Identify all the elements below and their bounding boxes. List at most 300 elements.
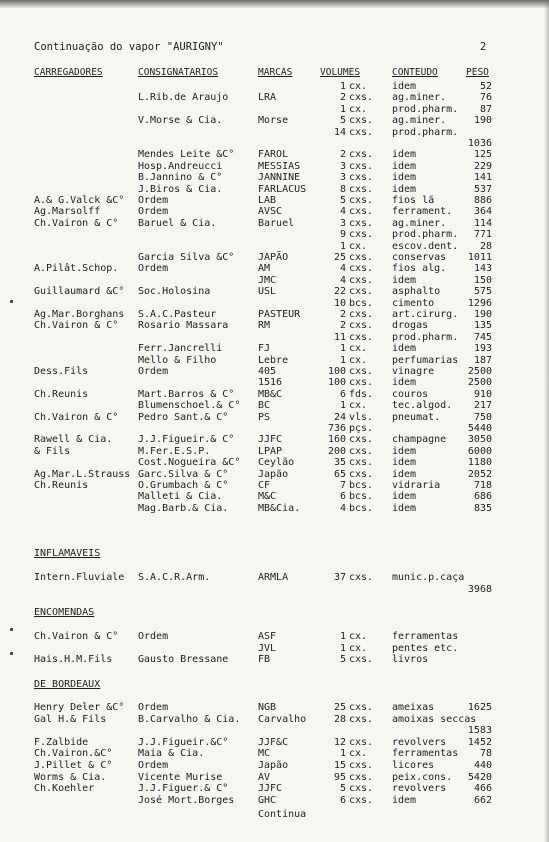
cell-carregador: Ch.Reunis xyxy=(34,480,89,491)
cell-conteudo: idem xyxy=(392,172,417,184)
table-row xyxy=(0,401,549,411)
cell-volume-tipo: bcs. xyxy=(349,491,374,503)
cell-carregador: Ch.Reunis xyxy=(34,388,89,400)
cell-quantidade: 4 xyxy=(339,206,346,218)
cell-consignatario: Ferr.Jancrelli xyxy=(138,343,223,355)
cell-carregador: Worms & Cia. xyxy=(34,771,107,783)
cell-peso: 2052 xyxy=(467,468,492,480)
table-row xyxy=(0,504,549,514)
cell-consignatario: Rosario Massara xyxy=(138,320,229,332)
cell-carregador: Ch.Vairon & C° xyxy=(34,411,119,423)
cell-marca: 405 xyxy=(258,366,277,377)
cell-volume-tipo: cxs. xyxy=(349,172,374,184)
cell-conteudo: amoixas seccas xyxy=(392,713,477,725)
cell-peso: 190 xyxy=(473,309,492,320)
cell-volume-tipo: cxs. xyxy=(349,274,374,286)
cell-quantidade: 2 xyxy=(339,92,346,104)
cell-marca: AM xyxy=(258,263,271,275)
table-row xyxy=(0,367,549,377)
cell-conteudo: ag.miner. xyxy=(392,115,447,127)
cell-conteudo: idem xyxy=(392,81,417,92)
cell-quantidade: 95 xyxy=(333,771,346,783)
cell-peso: 78 xyxy=(479,748,492,760)
table-row xyxy=(0,185,549,195)
cell-quantidade: 3 xyxy=(339,217,346,229)
cell-volume-tipo: cxs. xyxy=(349,263,374,275)
cell-peso: 229 xyxy=(473,160,492,172)
cell-marca: GHC xyxy=(258,794,277,806)
cell-quantidade: 25 xyxy=(333,252,346,263)
cell-consignatario: Ordem xyxy=(138,631,169,642)
cell-peso: 28 xyxy=(479,240,492,252)
cell-carregador: Rawell & Cia. xyxy=(34,434,113,446)
cell-quantidade: 5 xyxy=(339,654,346,665)
cell-volume-tipo: fds. xyxy=(349,388,374,400)
cell-conteudo: perfumarias xyxy=(392,354,459,366)
cell-marca: MB&Cia. xyxy=(258,502,301,514)
cell-quantidade: 1 xyxy=(339,400,346,412)
cell-volume-tipo: bcs. xyxy=(349,297,374,309)
cell-quantidade: 9 xyxy=(339,229,346,241)
cell-volume-tipo: cxs. xyxy=(349,572,374,583)
column-header-marcas: MARCAS xyxy=(258,67,293,78)
cell-volume-tipo: cxs. xyxy=(349,206,374,218)
cell-quantidade: 736 xyxy=(327,423,346,434)
cell-marca: AVSC xyxy=(258,206,283,218)
table-row xyxy=(0,773,549,783)
cell-consignatario: Ordem xyxy=(138,366,169,377)
cell-marca: FB xyxy=(258,654,271,665)
cell-peso: 6000 xyxy=(467,445,492,457)
table-row xyxy=(0,726,549,736)
cell-consignatario: Ordem xyxy=(138,206,169,218)
cell-carregador: & Fils xyxy=(34,445,71,457)
column-header-consignatarios: CONSIGNATARIOS xyxy=(138,67,219,78)
cell-volume-tipo: cxs. xyxy=(349,457,374,469)
cell-peso: 575 xyxy=(473,286,492,298)
table-row xyxy=(0,573,549,583)
cell-conteudo: ferramentas xyxy=(392,631,459,642)
cell-quantidade: 6 xyxy=(339,794,346,806)
footer-row xyxy=(0,810,549,820)
table-row xyxy=(0,585,549,595)
cell-conteudo: peix.cons. xyxy=(392,771,453,783)
cell-conteudo: idem xyxy=(392,377,417,389)
cell-consignatario: V.Morse & Cia. xyxy=(138,115,223,127)
page-number: 2 xyxy=(480,41,487,53)
cell-conteudo: idem xyxy=(392,502,417,514)
cell-peso: 76 xyxy=(479,92,492,104)
cell-consignatario: B.Carvalho & Cia. xyxy=(138,713,241,725)
cell-peso: 440 xyxy=(473,760,492,771)
cell-conteudo: idem xyxy=(392,274,417,286)
table-row xyxy=(0,173,549,183)
cell-conteudo: idem xyxy=(392,183,417,195)
cell-conteudo: champagne xyxy=(392,434,447,446)
cell-marca: ARMLA xyxy=(258,572,289,583)
cell-carregador: A.& G.Valck &C° xyxy=(34,195,125,206)
cell-consignatario: Blumenschoel.& C° xyxy=(138,400,241,412)
cell-volume-tipo: cxs. xyxy=(349,320,374,332)
cell-carregador: A.Pilât.Schop. xyxy=(34,263,119,275)
cell-quantidade: 1 xyxy=(339,631,346,642)
cell-volume-tipo: cxs. xyxy=(349,468,374,480)
cell-marca: FARLACUS xyxy=(258,183,307,195)
cell-conteudo: ag.miner. xyxy=(392,217,447,229)
cell-quantidade: 22 xyxy=(333,286,346,298)
cell-quantidade: 5 xyxy=(339,195,346,206)
table-row xyxy=(0,162,549,172)
cell-peso: 1452 xyxy=(467,736,492,748)
cell-marca: ASF xyxy=(258,631,277,642)
cell-conteudo: idem xyxy=(392,468,417,480)
table-row xyxy=(0,644,549,654)
cell-marca: AV xyxy=(258,771,271,783)
cell-conteudo: escov.dent. xyxy=(392,240,459,252)
cell-volume-tipo: cx. xyxy=(349,240,368,252)
cell-conteudo: ameixas xyxy=(392,702,435,713)
cell-marca: MESSIAS xyxy=(258,160,301,172)
cell-conteudo: couros xyxy=(392,388,429,400)
cell-marca: NGB xyxy=(258,702,277,713)
table-row xyxy=(0,458,549,468)
cell-volume-tipo: cxs. xyxy=(349,366,374,377)
cell-peso: 141 xyxy=(473,172,492,184)
column-header-peso: PESO xyxy=(466,67,489,78)
cell-quantidade: 12 xyxy=(333,736,346,748)
cell-peso: 5420 xyxy=(467,771,492,783)
cell-peso: 150 xyxy=(473,274,492,286)
cell-quantidade: 3 xyxy=(339,172,346,184)
cell-consignatario: L.Rib.de Araujo xyxy=(138,92,229,104)
cell-peso: 143 xyxy=(473,263,492,275)
table-row xyxy=(0,276,549,286)
cell-consignatario: Malleti & Cia. xyxy=(138,491,223,503)
cell-consignatario: Gausto Bressane xyxy=(138,654,229,665)
cell-consignatario: S.A.C.Pasteur xyxy=(138,309,217,320)
cell-carregador: J.Pillet & C° xyxy=(34,760,113,771)
binding-mark xyxy=(10,300,13,303)
cell-volume-tipo: cxs. xyxy=(349,377,374,389)
cell-peso: 87 xyxy=(479,103,492,115)
cell-peso: 750 xyxy=(473,411,492,423)
cell-conteudo: livros xyxy=(392,654,429,665)
table-row xyxy=(0,481,549,491)
cell-quantidade: 6 xyxy=(339,491,346,503)
cell-marca: RM xyxy=(258,320,271,332)
table-row xyxy=(0,299,549,309)
table-row xyxy=(0,242,549,252)
table-row xyxy=(0,321,549,331)
table-row xyxy=(0,447,549,457)
cell-quantidade: 4 xyxy=(339,263,346,275)
cell-consignatario: Ordem xyxy=(138,195,169,206)
cell-carregador: Ag.Marsolff xyxy=(34,206,101,218)
cell-consignatario: Mello & Filho xyxy=(138,354,217,366)
cell-peso: 5440 xyxy=(467,423,492,434)
cell-volume-tipo: cx. xyxy=(349,81,368,92)
cell-carregador: Ch.Vairon & C° xyxy=(34,320,119,332)
cell-volume-tipo: cx. xyxy=(349,748,368,760)
table-row xyxy=(0,230,549,240)
cell-peso: 1180 xyxy=(467,457,492,469)
cell-consignatario: B.Jannino & C° xyxy=(138,172,223,184)
cell-peso: 135 xyxy=(473,320,492,332)
cell-conteudo: idem xyxy=(392,343,417,355)
cell-marca: JAPÃO xyxy=(258,252,289,263)
cell-carregador: Henry Deler &C° xyxy=(34,702,125,713)
cell-consignatario: Ordem xyxy=(138,263,169,275)
cell-carregador: Intern.Fluviale xyxy=(34,572,125,583)
cell-consignatario: José Mort.Borges xyxy=(138,794,235,806)
cell-quantidade: 1 xyxy=(339,103,346,115)
cell-consignatario: Ordem xyxy=(138,702,169,713)
cell-volume-tipo: cxs. xyxy=(349,149,374,161)
cell-consignatario: J.J.Figueir.& C° xyxy=(138,434,235,446)
cell-peso: 745 xyxy=(473,331,492,343)
cell-consignatario: Mag.Barb.& Cia. xyxy=(138,502,229,514)
cell-peso: 193 xyxy=(473,343,492,355)
cell-peso: 52 xyxy=(479,81,492,92)
cell-quantidade: 37 xyxy=(333,572,346,583)
table-row xyxy=(0,738,549,748)
table-row xyxy=(0,93,549,103)
cell-peso: 771 xyxy=(473,229,492,241)
cell-marca: USL xyxy=(258,286,277,298)
cell-peso: 364 xyxy=(473,206,492,218)
cell-volume-tipo: bcs. xyxy=(349,502,374,514)
cell-conteudo: conservas xyxy=(392,252,447,263)
cell-quantidade: 2 xyxy=(339,149,346,161)
scan-edge-top xyxy=(0,0,549,8)
cell-quantidade: 24 xyxy=(333,411,346,423)
table-row xyxy=(0,655,549,665)
cell-marca: 1516 xyxy=(258,377,283,389)
cell-quantidade: 4 xyxy=(339,502,346,514)
cell-conteudo: ferrament. xyxy=(392,206,453,218)
cell-conteudo: revolvers xyxy=(392,736,447,748)
cell-quantidade: 7 xyxy=(339,480,346,491)
cell-marca: JMC xyxy=(258,274,277,286)
table-row xyxy=(0,207,549,217)
cell-consignatario: Soc.Holosina xyxy=(138,286,211,298)
cell-volume-tipo: pçs. xyxy=(349,423,374,434)
cell-conteudo: vinagre xyxy=(392,366,435,377)
cell-peso: 466 xyxy=(473,783,492,795)
cell-volume-tipo: cx. xyxy=(349,400,368,412)
cell-conteudo: ferramentas xyxy=(392,748,459,760)
cell-marca: Japão xyxy=(258,760,289,771)
cell-quantidade: 3 xyxy=(339,160,346,172)
cell-quantidade: 65 xyxy=(333,468,346,480)
cell-quantidade: 11 xyxy=(333,331,346,343)
cell-conteudo: idem xyxy=(392,491,417,503)
cell-volume-tipo: vls. xyxy=(349,411,374,423)
cell-volume-tipo: cxs. xyxy=(349,713,374,725)
cell-marca: CF xyxy=(258,480,271,491)
cell-volume-tipo: cx. xyxy=(349,103,368,115)
cell-peso: 190 xyxy=(473,115,492,127)
cell-volume-tipo: bcs. xyxy=(349,480,374,491)
cell-volume-tipo: cxs. xyxy=(349,760,374,771)
cell-marca: M&C xyxy=(258,491,277,503)
cell-marca: Carvalho xyxy=(258,713,307,725)
cell-marca: JVL xyxy=(258,642,277,654)
cell-quantidade: 1 xyxy=(339,642,346,654)
cell-marca: JANNINE xyxy=(258,172,301,184)
table-row xyxy=(0,435,549,445)
cell-carregador: Dess.Fils xyxy=(34,366,89,377)
table-row xyxy=(0,761,549,771)
cell-marca: JJFC xyxy=(258,783,283,795)
table-row xyxy=(0,310,549,320)
cell-consignatario: Garcia Silva &C° xyxy=(138,252,235,263)
cell-carregador: Ch.Vairon.&C° xyxy=(34,748,113,760)
section-inflamaveis: INFLAMAVEIS xyxy=(34,548,101,559)
cell-volume-tipo: cxs. xyxy=(349,252,374,263)
cell-marca: PS xyxy=(258,411,271,423)
table-row xyxy=(0,128,549,138)
cell-marca: JJFC xyxy=(258,434,283,446)
cell-volume-tipo: cx. xyxy=(349,631,368,642)
cell-conteudo: ag.miner. xyxy=(392,92,447,104)
cell-marca: FAROL xyxy=(258,149,289,161)
cell-peso: 2500 xyxy=(467,377,492,389)
cell-consignatario: Cost.Nogueira &C° xyxy=(138,457,241,469)
cell-quantidade: 10 xyxy=(333,297,346,309)
cell-consignatario: Baruel & Cia. xyxy=(138,217,217,229)
cell-marca: LAB xyxy=(258,195,277,206)
cell-volume-tipo: cxs. xyxy=(349,445,374,457)
cell-volume-tipo: cxs. xyxy=(349,783,374,795)
cell-conteudo: idem xyxy=(392,457,417,469)
cell-consignatario: J.J.Figueir.&C° xyxy=(138,736,229,748)
cell-conteudo: asphalto xyxy=(392,286,441,298)
table-row xyxy=(0,796,549,806)
cell-conteudo: cimento xyxy=(392,297,435,309)
cell-peso: 718 xyxy=(473,480,492,491)
table-row xyxy=(0,139,549,149)
cell-marca: FJ xyxy=(258,343,271,355)
cell-quantidade: 1 xyxy=(339,748,346,760)
cell-conteudo: munic.p.caça xyxy=(392,572,465,583)
cell-conteudo: art.cirurg. xyxy=(392,309,459,320)
cell-quantidade: 25 xyxy=(333,702,346,713)
cell-marca: JJF&C xyxy=(258,736,289,748)
cell-marca: MB&C xyxy=(258,388,283,400)
cell-quantidade: 160 xyxy=(327,434,346,446)
cell-quantidade: 4 xyxy=(339,274,346,286)
table-row xyxy=(0,390,549,400)
table-row xyxy=(0,287,549,297)
cell-consignatario: Maia & Cia. xyxy=(138,748,205,760)
column-header-conteudo: CONTEUDO xyxy=(392,67,438,78)
cell-volume-tipo: cxs. xyxy=(349,115,374,127)
column-header-carregadores: CARREGADORES xyxy=(34,67,103,78)
cell-conteudo: tec.algod. xyxy=(392,400,453,412)
cell-volume-tipo: cxs. xyxy=(349,183,374,195)
table-row xyxy=(0,344,549,354)
cell-volume-tipo: cxs. xyxy=(349,195,374,206)
cell-carregador: F.Zalbide xyxy=(34,736,89,748)
cell-consignatario: J.Biros & Cia. xyxy=(138,183,223,195)
table-row xyxy=(0,356,549,366)
cell-conteudo: idem xyxy=(392,445,417,457)
cell-peso: 886 xyxy=(473,195,492,206)
cell-consignatario: Hosp.Andreucci xyxy=(138,160,223,172)
cell-conteudo: pentes etc. xyxy=(392,642,459,654)
table-row xyxy=(0,105,549,115)
cell-peso: 3968 xyxy=(467,584,492,595)
cell-volume-tipo: cxs. xyxy=(349,309,374,320)
cell-peso: 125 xyxy=(473,149,492,161)
cell-consignatario: Pedro Sant.& C° xyxy=(138,411,229,423)
cell-quantidade: 8 xyxy=(339,183,346,195)
cell-quantidade: 1 xyxy=(339,354,346,366)
section-encomendas: ENCOMENDAS xyxy=(34,607,95,618)
table-row xyxy=(0,82,549,92)
cell-conteudo: fios alg. xyxy=(392,263,447,275)
cell-conteudo: idem xyxy=(392,160,417,172)
cell-conteudo: prod.pharm. xyxy=(392,229,459,241)
cell-peso: 1296 xyxy=(467,297,492,309)
cell-conteudo: prod.pharm. xyxy=(392,331,459,343)
cell-peso: 686 xyxy=(473,491,492,503)
cell-carregador: Ch.Vairon & C° xyxy=(34,631,119,642)
table-row xyxy=(0,196,549,206)
cell-carregador: Guillaumard &C° xyxy=(34,286,125,298)
cell-conteudo: vidraria xyxy=(392,480,441,491)
cell-peso: 217 xyxy=(473,400,492,412)
binding-mark xyxy=(10,628,13,631)
cell-volume-tipo: cxs. xyxy=(349,160,374,172)
cell-quantidade: 100 xyxy=(327,366,346,377)
cell-volume-tipo: cx. xyxy=(349,354,368,366)
cell-marca: LPAP xyxy=(258,445,283,457)
cell-peso: 2500 xyxy=(467,366,492,377)
cell-quantidade: 100 xyxy=(327,377,346,389)
cell-quantidade: 2 xyxy=(339,309,346,320)
cell-conteudo: fios lã xyxy=(392,195,435,206)
cell-volume-tipo: cxs. xyxy=(349,217,374,229)
cell-carregador: Gal H.& Fils xyxy=(34,713,107,725)
cell-carregador: Hais.H.M.Fils xyxy=(34,654,113,665)
cell-quantidade: 200 xyxy=(327,445,346,457)
cell-consignatario: J.J.Figuer.& C° xyxy=(138,783,229,795)
cell-consignatario: Ordem xyxy=(138,760,169,771)
cell-marca: Japão xyxy=(258,468,289,480)
cell-marca: Ceylão xyxy=(258,457,295,469)
cell-marca: Morse xyxy=(258,115,289,127)
cell-volume-tipo: cxs. xyxy=(349,702,374,713)
cell-marca: Lebre xyxy=(258,354,289,366)
cell-conteudo: licores xyxy=(392,760,435,771)
cell-marca: PASTEUR xyxy=(258,309,301,320)
cell-marca: MC xyxy=(258,748,271,760)
cell-peso: 1583 xyxy=(467,725,492,737)
table-row xyxy=(0,253,549,263)
cell-volume-tipo: cxs. xyxy=(349,331,374,343)
table-row xyxy=(0,264,549,274)
cell-peso: 1011 xyxy=(467,252,492,263)
cell-peso: 1625 xyxy=(467,702,492,713)
cell-volume-tipo: cxs. xyxy=(349,654,374,665)
cell-conteudo: pneumat. xyxy=(392,411,441,423)
cell-marca: LRA xyxy=(258,92,277,104)
cell-volume-tipo: cxs. xyxy=(349,92,374,104)
table-row xyxy=(0,749,549,759)
cell-peso: 3050 xyxy=(467,434,492,446)
